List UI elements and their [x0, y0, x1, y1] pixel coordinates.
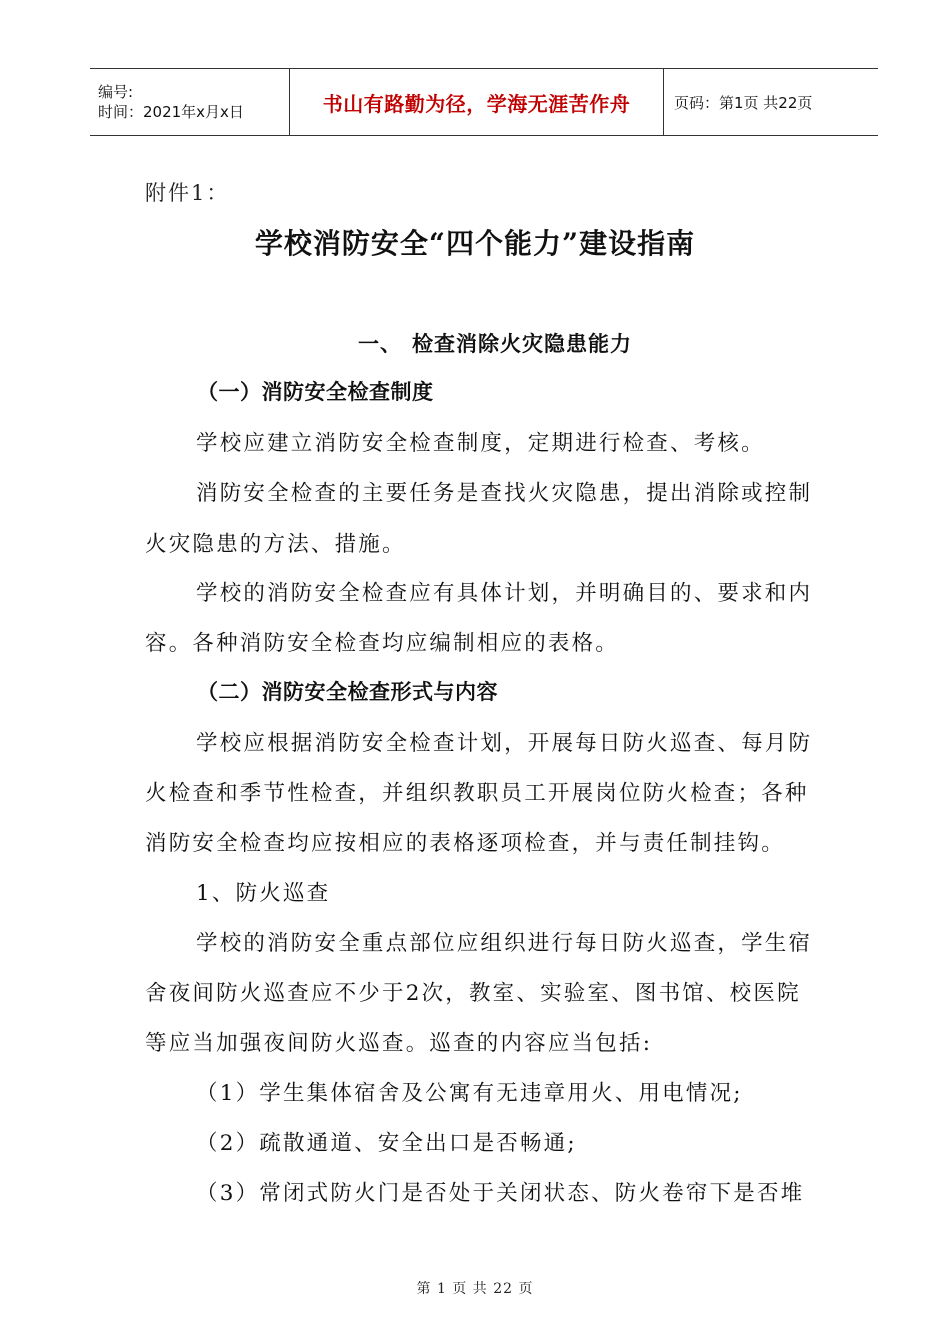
- paragraph-line: 消防安全检查均应按相应的表格逐项检查，并与责任制挂钩。: [145, 831, 785, 856]
- paragraph-line: 容。各种消防安全检查均应编制相应的表格。: [145, 631, 620, 656]
- paragraph-line: 舍夜间防火巡查应不少于2次，教室、实验室、图书馆、校医院: [145, 981, 801, 1006]
- header-meta-cell: [90, 69, 290, 135]
- paragraph-line: 学校的消防安全重点部位应组织进行每日防火巡查，学生宿: [196, 931, 813, 956]
- number-label: 编号:: [98, 83, 134, 101]
- paragraph-line: 火灾隐患的方法、措施。: [145, 532, 406, 557]
- section-number: 一、: [358, 332, 402, 356]
- subheading-2: （二）消防安全检查形式与内容: [197, 680, 498, 704]
- paragraph-line: （3）常闭式防火门是否处于关闭状态、防火卷帘下是否堆: [196, 1181, 805, 1206]
- header-motto: 书山有路勤为径，学海无涯苦作舟: [290, 69, 664, 135]
- header-table: [90, 68, 878, 136]
- paragraph-line: 学校应根据消防安全检查计划，开展每日防火巡查、每月防: [196, 731, 813, 756]
- header-page-label: 页码：第1页 共22页: [674, 93, 813, 112]
- paragraph-line: 1、防火巡查: [196, 881, 331, 906]
- subheading-1: （一）消防安全检查制度: [197, 380, 434, 404]
- paragraph-line: 等应当加强夜间防火巡查。巡查的内容应当包括:: [145, 1031, 653, 1056]
- document-title: 学校消防安全“四个能力”建设指南: [254, 227, 696, 260]
- paragraph-line: （2）疏散通道、安全出口是否畅通;: [196, 1131, 577, 1156]
- paragraph-line: 火检查和季节性检查，并组织教职员工开展岗位防火检查；各种: [145, 781, 809, 806]
- page-footer: 第 1 页 共 22 页: [416, 1281, 534, 1297]
- time-label: 时间：2021年x月x日: [98, 103, 244, 121]
- paragraph-line: 学校应建立消防安全检查制度，定期进行检查、考核。: [196, 431, 765, 456]
- section-text: 检查消除火灾隐患能力: [412, 332, 632, 356]
- section-heading-1: [358, 328, 632, 358]
- attachment-label: 附件1：: [145, 181, 230, 205]
- paragraph-line: 消防安全检查的主要任务是查找火灾隐患，提出消除或控制: [196, 481, 813, 506]
- paragraph-line: （1）学生集体宿舍及公寓有无违章用火、用电情况;: [196, 1081, 743, 1106]
- paragraph-line: 学校的消防安全检查应有具体计划，并明确目的、要求和内: [196, 581, 813, 606]
